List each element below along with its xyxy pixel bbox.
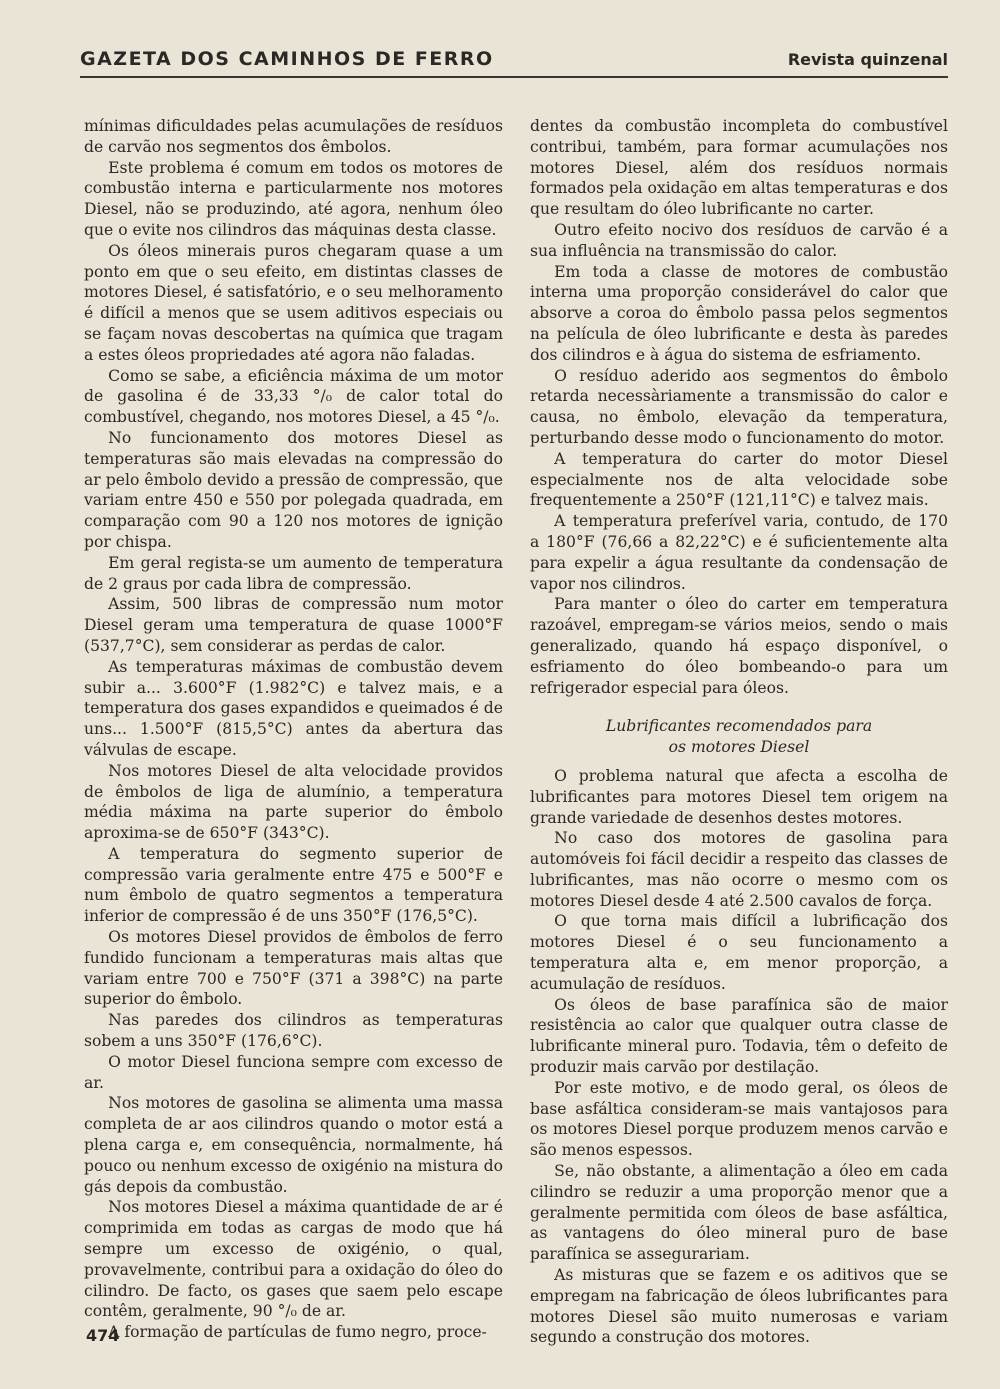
paragraph: No funcionamento dos motores Diesel as temperaturas são mais elevadas na compressão do ar pelo êmbolo devido a pressão de compressão, que variam entre 450 e 550 por polegada quadrada, em comparação com 90 a 120 nos motores de ignição por chispa. [84, 428, 503, 551]
paragraph: Nas paredes dos cilindros as temperaturas sobem a uns 350°F (176,6°C). [84, 1011, 503, 1051]
left-column [84, 116, 503, 1343]
paragraph: A temperatura do carter do motor Diesel especialmente nos de alta velocidade sobe frequentemente a 250°F (121,11°C) e talvez mais. [530, 449, 948, 510]
paragraph: Se, não obstante, a alimentação a óleo em cada cilindro se reduzir a uma proporção menor que a geralmente permitida com óleos de base asfáltica, as vantagens do óleo mineral puro de base parafínica se assegurariam. [530, 1162, 948, 1264]
journal-title: GAZETA DOS CAMINHOS DE FERRO [80, 48, 494, 70]
paragraph: As temperaturas máximas de combustão devem subir a... 3.600°F (1.982°C) e talvez mais, e a temperatura dos gases expandidos e queimados é de uns... 1.500°F (815,5°C) antes da abertura das válvulas de escape. [84, 657, 503, 759]
paragraph: A temperatura preferível varia, contudo, de 170 a 180°F (76,66 a 82,22°C) e é suficientemente alta para expelir a água resultante da condensação de vapor nos cilindros. [530, 512, 948, 593]
section-heading [530, 716, 948, 758]
paragraph: No caso dos motores de gasolina para automóveis foi fácil decidir a respeito das classes de lubrificantes, mas não ocorre o mesmo com os motores Diesel desde 4 até 2.500 cavalos de força. [530, 829, 948, 910]
paragraph: Nos motores Diesel de alta velocidade providos de êmbolos de liga de alumínio, a temperatura média máxima na parte superior do êmbolo aproxima-se de 650°F (343°C). [84, 761, 503, 843]
paragraph: Em geral regista-se um aumento de temperatura de 2 graus por cada libra de compressão. [84, 553, 503, 593]
right-column [530, 116, 948, 1348]
paragraph: As misturas que se fazem e os aditivos que se empregam na fabricação de óleos lubrificantes para motores Diesel são muito numerosas e variam segundo a construção dos motores. [530, 1266, 948, 1347]
paragraph: A temperatura do segmento superior de compressão varia geralmente entre 475 e 500°F e num êmbolo de quatro segmentos a temperatura inferior de compressão é de uns 350°F (176,5°C). [84, 844, 503, 926]
paragraph: Em toda a classe de motores de combustão interna uma proporção considerável do calor que absorve a coroa do êmbolo passa pelos segmentos na película de óleo lubrificante e desta às paredes dos cilindros e à água do sistema de esfriamento. [530, 262, 948, 364]
journal-subtitle: Revista quinzenal [787, 50, 948, 69]
header-rule [80, 76, 948, 78]
section-heading-line: Lubrificantes recomendados para [605, 717, 873, 736]
paragraph: Por este motivo, e de modo geral, os óleos de base asfáltica consideram-se mais vantajosos para os motores Diesel porque produzem menos carvão e são menos espessos. [530, 1078, 948, 1160]
paragraph: Nos motores Diesel a máxima quantidade de ar é comprimida em todas as cargas de modo que há sempre um excesso de oxigénio, o qual, provavelmente, contribui para a oxidação do óleo do cilindro. De facto, os gases que saem pelo escape contêm, geralmente, 90 °/₀ de ar. [84, 1198, 503, 1321]
page-header [80, 48, 948, 84]
paragraph: Outro efeito nocivo dos resíduos de carvão é a sua influência na transmissão do calor. [530, 220, 948, 260]
paragraph: Este problema é comum em todos os motores de combustão interna e particularmente nos motores Diesel, não se produzindo, até agora, nenhum óleo que o evite nos cilindros das máquinas desta classe. [84, 158, 503, 239]
paragraph: Como se sabe, a eficiência máxima de um motor de gasolina é de 33,33 °/₀ de calor total do combustível, chegando, nos motores Diesel, a 45 °/₀. [84, 366, 503, 427]
paragraph: Os óleos minerais puros chegaram quase a um ponto em que o seu efeito, em distintas classes de motores Diesel, é satisfatório, e o seu melhoramento é difícil a menos que se usem aditivos especiais ou se façam novas descobertas na química que tragam a estes óleos propriedades até agora não faladas. [84, 241, 503, 364]
paragraph: mínimas dificuldades pelas acumulações de resíduos de carvão nos segmentos dos êmbolos. [84, 117, 503, 156]
paragraph: O problema natural que afecta a escolha de lubrificantes para motores Diesel tem origem na grande variedade de desenhos destes motores. [530, 766, 948, 827]
paragraph: Assim, 500 libras de compressão num motor Diesel geram uma temperatura de quase 1000°F (537,7°C), sem considerar as perdas de calor. [84, 595, 503, 655]
paragraph: dentes da combustão incompleta do combustível contribui, também, para formar acumulações nos motores Diesel, além dos resíduos normais formados pela oxidação em altas temperaturas e dos que resultam do óleo lubrificante no carter. [530, 117, 948, 219]
paragraph: Para manter o óleo do carter em temperatura razoável, empregam-se vários meios, sendo o mais generalizado, quando há espaço disponível, o esfriamento do óleo bombeando-o para um refrigerador especial para óleos. [530, 595, 948, 697]
section-heading-line: os motores Diesel [668, 738, 810, 757]
paragraph: Nos motores de gasolina se alimenta uma massa completa de ar aos cilindros quando o motor está a plena carga e, em consequência, normalmente, há pouco ou nenhum excesso de oxigénio na mistura do gás depois da combustão. [84, 1094, 503, 1196]
paragraph: Os motores Diesel providos de êmbolos de ferro fundido funcionam a temperaturas mais altas que variam entre 700 e 750°F (371 a 398°C) na parte superior do êmbolo. [84, 928, 503, 1009]
paragraph: Os óleos de base parafínica são de maior resistência ao calor que qualquer outra classe de lubrificante mineral puro. Todavia, têm o defeito de produzir mais carvão por destilação. [530, 995, 948, 1077]
paragraph: O resíduo aderido aos segmentos do êmbolo retarda necessàriamente a transmissão do calor e causa, no êmbolo, elevação da temperatura, perturbando desse modo o funcionamento do motor. [530, 366, 948, 447]
paragraph: O motor Diesel funciona sempre com excesso de ar. [84, 1052, 503, 1092]
page-number: 474 [86, 1326, 120, 1345]
paragraph: A formação de partículas de fumo negro, proce- [108, 1323, 487, 1342]
paragraph: O que torna mais difícil a lubrificação dos motores Diesel é o seu funcionamento a temperatura alta e, em menor proporção, a acumulação de resíduos. [530, 912, 948, 993]
